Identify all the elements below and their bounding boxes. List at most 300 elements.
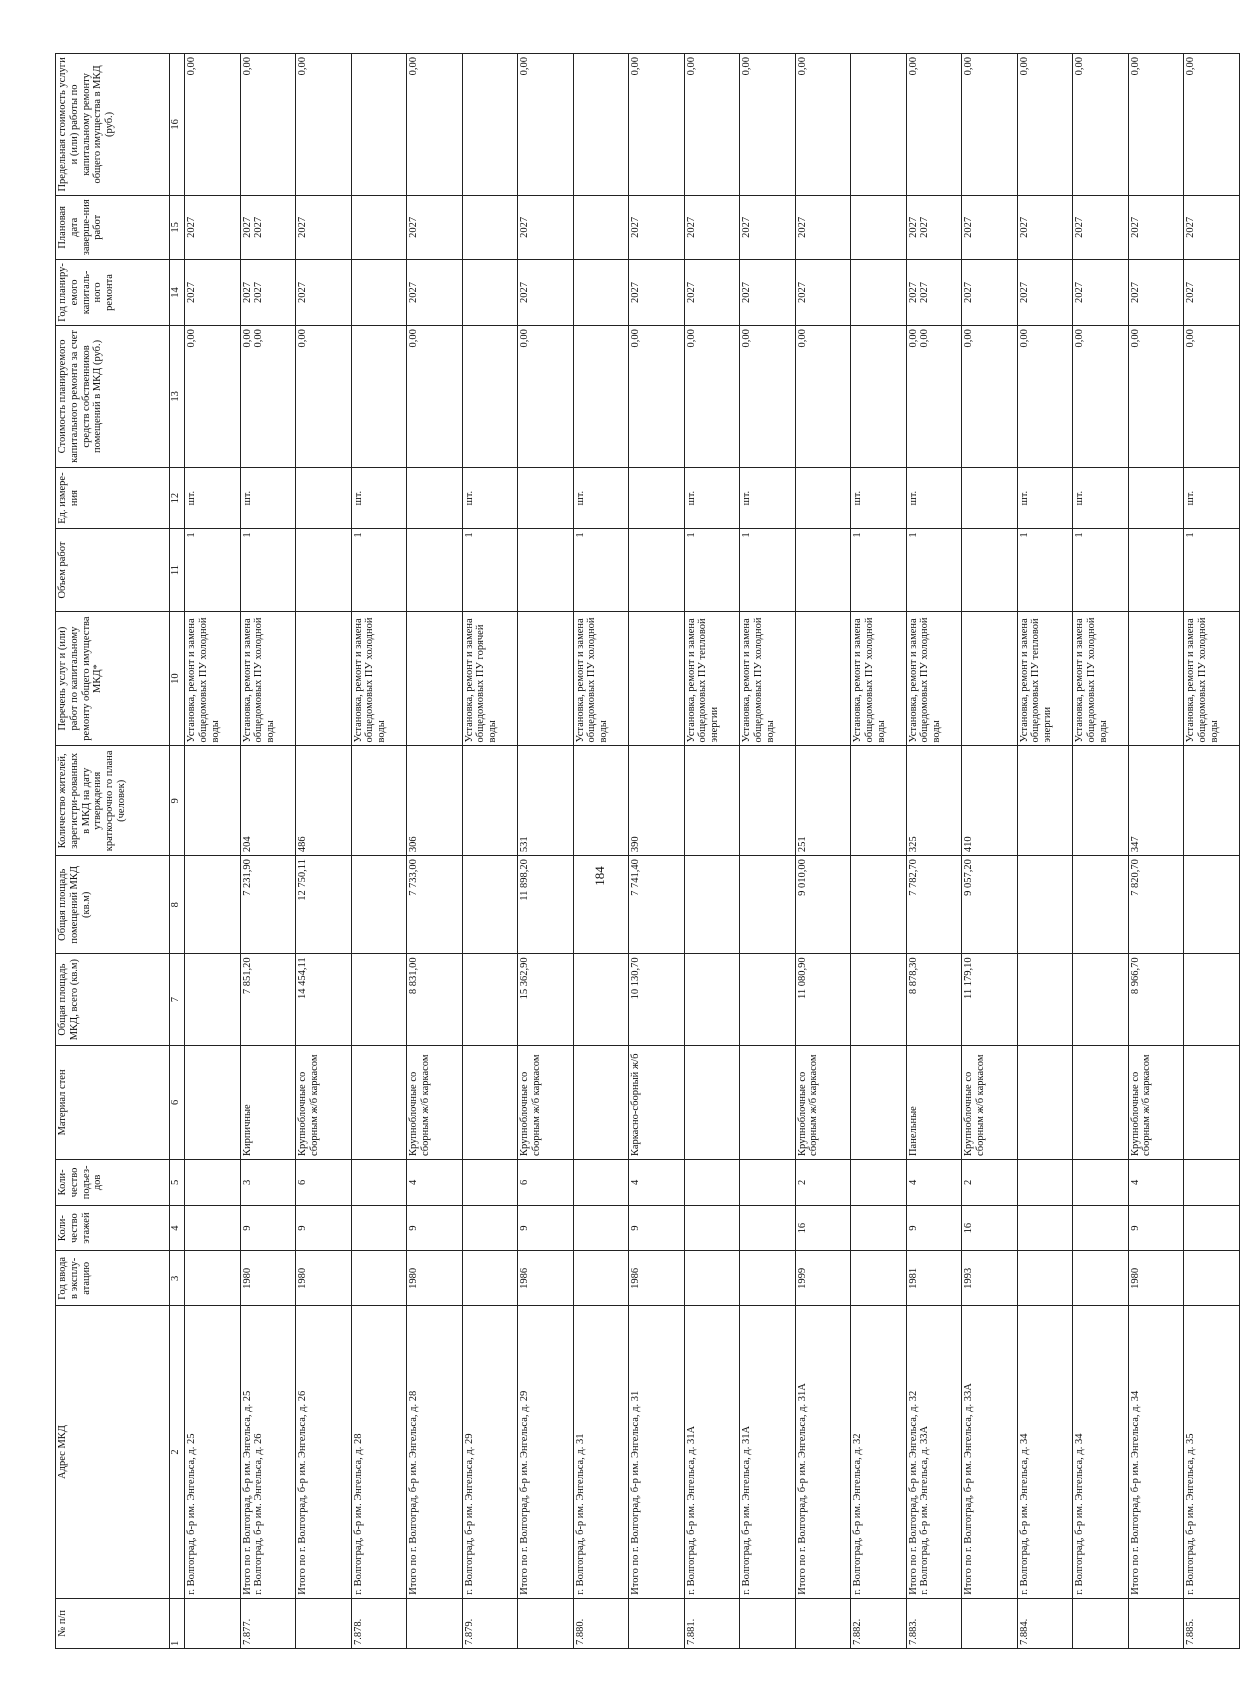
table-cell: 410 bbox=[962, 746, 1018, 856]
table-cell bbox=[351, 326, 407, 468]
cell-line: 0,00 bbox=[241, 329, 253, 348]
table-cell bbox=[1073, 1045, 1129, 1159]
table-cell: 0,00 bbox=[684, 326, 740, 468]
table-cell: шт. bbox=[573, 467, 629, 529]
table-cell: 0,00 bbox=[296, 326, 352, 468]
table-cell bbox=[851, 1045, 907, 1159]
table-cell: 12 750,11 bbox=[296, 856, 352, 954]
table-cell: 2027 bbox=[962, 195, 1018, 259]
table-cell: 0,00 bbox=[407, 326, 463, 468]
table-cell bbox=[407, 1598, 463, 1648]
table-cell: 7 733,00 bbox=[407, 856, 463, 954]
column-number: 15 bbox=[170, 195, 185, 259]
table-cell: 1 bbox=[573, 529, 629, 611]
table-row bbox=[407, 54, 463, 1649]
table-cell: г. Волгоград, б-р им. Энгельса, д. 31А bbox=[740, 1306, 796, 1598]
table-cell bbox=[740, 746, 796, 856]
table-cell: Итого по г. Волгоград, б-р им. Энгельса, д. 34 bbox=[1128, 1306, 1184, 1598]
table-row bbox=[1184, 54, 1240, 1649]
column-number: 3 bbox=[170, 1251, 185, 1306]
column-number: 12 bbox=[170, 467, 185, 529]
header-row bbox=[56, 54, 170, 1649]
table-cell: Установка, ремонт и замена общедомовых ПУ холодной воды bbox=[851, 611, 907, 746]
table-cell: 0,00 bbox=[1128, 54, 1184, 196]
table-cell bbox=[740, 954, 796, 1045]
cell-line: 2027 bbox=[907, 281, 919, 303]
table-cell: 1 bbox=[462, 529, 518, 611]
table-cell: 7.881. bbox=[684, 1598, 740, 1648]
cell-line: 2027 bbox=[907, 216, 919, 238]
table-row bbox=[851, 54, 907, 1649]
table-cell: 531 bbox=[518, 746, 574, 856]
table-cell: Крупноблочные со сборным ж/б каркасом bbox=[296, 1045, 352, 1159]
table-cell: 2027 bbox=[518, 259, 574, 325]
table-cell: Установка, ремонт и замена общедомовых ПУ холодной воды bbox=[240, 611, 296, 746]
table-cell bbox=[296, 611, 352, 746]
table-cell: 10 130,70 bbox=[629, 954, 685, 1045]
table-cell bbox=[851, 856, 907, 954]
table-cell: 251 bbox=[795, 746, 851, 856]
table-cell bbox=[185, 1160, 241, 1206]
table-cell: 11 179,10 bbox=[962, 954, 1018, 1045]
table-cell: шт. bbox=[1073, 467, 1129, 529]
table-cell: 306 bbox=[407, 746, 463, 856]
table-cell bbox=[185, 954, 241, 1045]
column-number: 11 bbox=[170, 529, 185, 611]
table-cell bbox=[462, 195, 518, 259]
table-cell bbox=[1017, 954, 1073, 1045]
table-cell: 7.883. bbox=[906, 1598, 962, 1648]
table-cell bbox=[573, 326, 629, 468]
table-cell: 7.880. bbox=[573, 1598, 629, 1648]
rotated-page bbox=[55, 53, 1220, 1649]
table-cell bbox=[518, 467, 574, 529]
table-cell bbox=[629, 1598, 685, 1648]
column-number: 9 bbox=[170, 746, 185, 856]
table-cell: 0,00 bbox=[1017, 326, 1073, 468]
table-cell: 1 bbox=[1017, 529, 1073, 611]
table-cell: 9 057,20 bbox=[962, 856, 1018, 954]
table-cell bbox=[185, 746, 241, 856]
table-cell: 9 bbox=[518, 1205, 574, 1251]
table-cell: Установка, ремонт и замена общедомовых ПУ холодной воды bbox=[573, 611, 629, 746]
table-cell bbox=[1073, 1205, 1129, 1251]
table-cell bbox=[1073, 856, 1129, 954]
table-cell: Установка, ремонт и замена общедомовых ПУ холодной воды bbox=[351, 611, 407, 746]
table-row bbox=[906, 54, 962, 1649]
table-cell bbox=[573, 195, 629, 259]
table-cell bbox=[851, 195, 907, 259]
header-cell: Плановая дата заверше-ния работ bbox=[56, 195, 170, 259]
table-cell bbox=[1128, 467, 1184, 529]
table-cell: Крупноблочные со сборным ж/б каркасом bbox=[407, 1045, 463, 1159]
table-cell: 7.885. bbox=[1184, 1598, 1240, 1648]
table-cell bbox=[462, 746, 518, 856]
header-cell: Коли-чество этажей bbox=[56, 1205, 170, 1251]
table-cell bbox=[351, 1045, 407, 1159]
table-cell: 4 bbox=[1128, 1160, 1184, 1206]
table-cell: 204 bbox=[240, 746, 296, 856]
column-number: 2 bbox=[170, 1306, 185, 1598]
table-cell: 1 bbox=[240, 529, 296, 611]
table-cell bbox=[407, 611, 463, 746]
table-cell: Итого по г. Волгоград, б-р им. Энгельса, д. 28 bbox=[407, 1306, 463, 1598]
table-cell bbox=[684, 746, 740, 856]
cell-line: 0,00 bbox=[907, 329, 919, 348]
table-cell bbox=[962, 529, 1018, 611]
table-cell: 9 bbox=[906, 1205, 962, 1251]
table-cell: шт. bbox=[462, 467, 518, 529]
table-cell bbox=[351, 1160, 407, 1206]
table-cell: 1980 bbox=[407, 1251, 463, 1306]
table-cell: 2027 bbox=[629, 195, 685, 259]
table-cell: г. Волгоград, б-р им. Энгельса, д. 31А bbox=[684, 1306, 740, 1598]
table-cell bbox=[740, 1045, 796, 1159]
table-cell: 2027 bbox=[740, 195, 796, 259]
table-cell bbox=[185, 856, 241, 954]
table-cell bbox=[462, 1205, 518, 1251]
table-cell bbox=[296, 529, 352, 611]
table-cell bbox=[185, 1598, 241, 1648]
table-cell bbox=[351, 856, 407, 954]
table-cell: 0,00 bbox=[906, 54, 962, 196]
table-cell: 2027 bbox=[185, 259, 241, 325]
table-cell: 7.884. bbox=[1017, 1598, 1073, 1648]
table-cell: Крупноблочные со сборным ж/б каркасом bbox=[795, 1045, 851, 1159]
table-cell bbox=[462, 1160, 518, 1206]
table-cell: Крупноблочные со сборным ж/б каркасом bbox=[518, 1045, 574, 1159]
table-cell bbox=[518, 611, 574, 746]
table-cell bbox=[462, 856, 518, 954]
table-cell: 2027 bbox=[795, 195, 851, 259]
column-number-row bbox=[170, 54, 185, 1649]
table-cell bbox=[795, 611, 851, 746]
table-cell: 486 bbox=[296, 746, 352, 856]
table-cell: 14 454,11 bbox=[296, 954, 352, 1045]
table-cell bbox=[684, 1251, 740, 1306]
column-number: 16 bbox=[170, 54, 185, 196]
table-cell: 9 010,00 bbox=[795, 856, 851, 954]
table-cell: 2027 bbox=[684, 259, 740, 325]
table-cell: Установка, ремонт и замена общедомовых ПУ горячей воды bbox=[462, 611, 518, 746]
table-cell bbox=[851, 1205, 907, 1251]
table-cell bbox=[296, 467, 352, 529]
table-cell: 325 bbox=[906, 746, 962, 856]
table-cell: 1981 bbox=[906, 1251, 962, 1306]
table-cell bbox=[740, 1598, 796, 1648]
table-cell bbox=[240, 326, 296, 468]
table-cell: 0,00 bbox=[795, 326, 851, 468]
table-cell: 4 bbox=[629, 1160, 685, 1206]
table-cell: 7 820,70 bbox=[1128, 856, 1184, 954]
table-row bbox=[351, 54, 407, 1649]
table-cell bbox=[851, 259, 907, 325]
header-cell: Перечень услуг и (или) работ по капитальному ремонту общего имущества МКД* bbox=[56, 611, 170, 746]
table-cell: 9 bbox=[1128, 1205, 1184, 1251]
table-cell: 2027 bbox=[518, 195, 574, 259]
table-cell: 6 bbox=[296, 1160, 352, 1206]
table-row bbox=[573, 54, 629, 1649]
table-cell bbox=[573, 1160, 629, 1206]
table-cell bbox=[1184, 746, 1240, 856]
table-cell bbox=[1184, 856, 1240, 954]
table-cell bbox=[684, 1160, 740, 1206]
column-number: 8 bbox=[170, 856, 185, 954]
table-cell: г. Волгоград, б-р им. Энгельса, д. 34 bbox=[1017, 1306, 1073, 1598]
table-cell bbox=[1128, 1598, 1184, 1648]
column-number: 13 bbox=[170, 326, 185, 468]
table-cell bbox=[240, 195, 296, 259]
table-cell: Установка, ремонт и замена общедомовых ПУ холодной воды bbox=[906, 611, 962, 746]
table-cell: Установка, ремонт и замена общедомовых ПУ холодной воды bbox=[740, 611, 796, 746]
cell-line: г. Волгоград, б-р им. Энгельса, д. 26 bbox=[253, 1433, 265, 1595]
table-cell: 0,00 bbox=[1128, 326, 1184, 468]
table-cell: 11 898,20 bbox=[518, 856, 574, 954]
table-cell: 0,00 bbox=[740, 326, 796, 468]
table-cell bbox=[185, 1205, 241, 1251]
table-cell: 2027 bbox=[407, 195, 463, 259]
table-cell: 1 bbox=[906, 529, 962, 611]
table-cell bbox=[1073, 746, 1129, 856]
table-cell: г. Волгоград, б-р им. Энгельса, д. 35 bbox=[1184, 1306, 1240, 1598]
table-cell: 1986 bbox=[518, 1251, 574, 1306]
table-cell: 7 231,90 bbox=[240, 856, 296, 954]
table-cell bbox=[962, 611, 1018, 746]
table-cell: Установка, ремонт и замена общедомовых ПУ холодной воды bbox=[1073, 611, 1129, 746]
table-cell: шт. bbox=[684, 467, 740, 529]
table-cell: 4 bbox=[906, 1160, 962, 1206]
table-cell bbox=[851, 746, 907, 856]
table-cell: Крупноблочные со сборным ж/б каркасом bbox=[962, 1045, 1018, 1159]
table-cell: 0,00 bbox=[629, 326, 685, 468]
table-row bbox=[185, 54, 241, 1649]
table-cell: г. Волгоград, б-р им. Энгельса, д. 34 bbox=[1073, 1306, 1129, 1598]
table-cell bbox=[462, 54, 518, 196]
table-cell bbox=[351, 746, 407, 856]
table-cell: 2027 bbox=[740, 259, 796, 325]
table-cell: Итого по г. Волгоград, б-р им. Энгельса, д. 33А bbox=[962, 1306, 1018, 1598]
repair-plan-table bbox=[55, 53, 1240, 1649]
table-cell: 0,00 bbox=[1184, 54, 1240, 196]
table-cell bbox=[407, 467, 463, 529]
table-cell bbox=[795, 467, 851, 529]
table-cell: Кирпичные bbox=[240, 1045, 296, 1159]
table-cell bbox=[1128, 529, 1184, 611]
page-number: 184 bbox=[592, 866, 607, 886]
header-cell: Материал стен bbox=[56, 1045, 170, 1159]
table-cell: Итого по г. Волгоград, б-р им. Энгельса, д. 31 bbox=[629, 1306, 685, 1598]
table-row bbox=[296, 54, 352, 1649]
cell-line: 2027 bbox=[253, 281, 265, 303]
table-row bbox=[1128, 54, 1184, 1649]
table-cell: 0,00 bbox=[407, 54, 463, 196]
cell-line: 0,00 bbox=[253, 329, 265, 348]
table-cell bbox=[1017, 1251, 1073, 1306]
table-cell bbox=[906, 259, 962, 325]
table-cell: 16 bbox=[795, 1205, 851, 1251]
table-cell bbox=[740, 1251, 796, 1306]
column-number: 7 bbox=[170, 954, 185, 1045]
table-cell: 4 bbox=[407, 1160, 463, 1206]
header-cell: Год ввода в эксплу-атацию bbox=[56, 1251, 170, 1306]
table-cell: 7 851,20 bbox=[240, 954, 296, 1045]
table-cell bbox=[851, 1251, 907, 1306]
table-cell: 1980 bbox=[240, 1251, 296, 1306]
table-cell bbox=[1073, 1160, 1129, 1206]
table-cell: 2027 bbox=[296, 195, 352, 259]
table-cell: 2027 bbox=[1128, 195, 1184, 259]
table-cell: 6 bbox=[518, 1160, 574, 1206]
cell-line: 2027 bbox=[919, 281, 931, 303]
table-row bbox=[962, 54, 1018, 1649]
table-cell bbox=[962, 1598, 1018, 1648]
table-cell bbox=[851, 326, 907, 468]
table-cell bbox=[851, 54, 907, 196]
table-cell bbox=[906, 1306, 962, 1598]
table-cell bbox=[462, 259, 518, 325]
table-cell: 7.882. bbox=[851, 1598, 907, 1648]
table-cell: г. Волгоград, б-р им. Энгельса, д. 28 bbox=[351, 1306, 407, 1598]
table-row bbox=[1017, 54, 1073, 1649]
table-cell: 3 bbox=[240, 1160, 296, 1206]
cell-line: Итого по г. Волгоград, б-р им. Энгельса, д. 32 bbox=[907, 1390, 919, 1595]
table-cell: 347 bbox=[1128, 746, 1184, 856]
table-cell: 9 bbox=[407, 1205, 463, 1251]
table-cell bbox=[906, 195, 962, 259]
table-cell: 1980 bbox=[1128, 1251, 1184, 1306]
table-cell: 0,00 bbox=[684, 54, 740, 196]
table-cell bbox=[573, 259, 629, 325]
table-cell: 1980 bbox=[296, 1251, 352, 1306]
table-cell bbox=[518, 529, 574, 611]
cell-line: 2027 bbox=[919, 216, 931, 238]
header-cell: Предельная стоимость услуги и (или) работы по капитальному ремонту общего имущества в МКД (руб.) bbox=[56, 54, 170, 196]
table-cell bbox=[573, 954, 629, 1045]
table-cell: 7.878. bbox=[351, 1598, 407, 1648]
table-cell bbox=[684, 1045, 740, 1159]
table-cell bbox=[462, 1045, 518, 1159]
column-number: 1 bbox=[170, 1598, 185, 1648]
table-cell: шт. bbox=[1017, 467, 1073, 529]
table-cell: 9 bbox=[296, 1205, 352, 1251]
column-number: 10 bbox=[170, 611, 185, 746]
table-cell: 11 080,90 bbox=[795, 954, 851, 1045]
table-cell: Крупноблочные со сборным ж/б каркасом bbox=[1128, 1045, 1184, 1159]
table-cell: 2027 bbox=[795, 259, 851, 325]
table-cell bbox=[1017, 1045, 1073, 1159]
table-cell: 2027 bbox=[962, 259, 1018, 325]
table-cell: 0,00 bbox=[518, 54, 574, 196]
table-cell: 8 878,30 bbox=[906, 954, 962, 1045]
table-cell: 9 bbox=[240, 1205, 296, 1251]
table-cell: 2027 bbox=[1017, 195, 1073, 259]
table-row bbox=[240, 54, 296, 1649]
table-cell bbox=[573, 856, 629, 954]
header-cell: Ед. измере-ния bbox=[56, 467, 170, 529]
table-cell: 0,00 bbox=[1073, 54, 1129, 196]
header-cell: Общая площадь МКД, всего (кв.м) bbox=[56, 954, 170, 1045]
table-cell: Установка, ремонт и замена общедомовых ПУ холодной воды bbox=[1184, 611, 1240, 746]
table-cell: Каркасно-сборный ж/б bbox=[629, 1045, 685, 1159]
table-cell bbox=[740, 1205, 796, 1251]
table-row bbox=[629, 54, 685, 1649]
table-cell: 2027 bbox=[296, 259, 352, 325]
cell-line: Итого по г. Волгоград, б-р им. Энгельса, д. 25 bbox=[241, 1390, 253, 1595]
table-cell: 15 362,90 bbox=[518, 954, 574, 1045]
table-cell: Панельные bbox=[906, 1045, 962, 1159]
table-cell bbox=[851, 954, 907, 1045]
table-cell bbox=[462, 326, 518, 468]
table-cell bbox=[351, 954, 407, 1045]
table-cell bbox=[684, 1205, 740, 1251]
table-cell bbox=[573, 1045, 629, 1159]
table-cell: 7 782,70 bbox=[906, 856, 962, 954]
table-cell bbox=[462, 954, 518, 1045]
table-cell: 2 bbox=[962, 1160, 1018, 1206]
table-cell bbox=[906, 326, 962, 468]
table-cell bbox=[795, 1598, 851, 1648]
table-cell: Итого по г. Волгоград, б-р им. Энгельса, д. 26 bbox=[296, 1306, 352, 1598]
table-cell: 2027 bbox=[1073, 195, 1129, 259]
table-cell: шт. bbox=[1184, 467, 1240, 529]
table-cell bbox=[1128, 611, 1184, 746]
table-cell: шт. bbox=[351, 467, 407, 529]
table-cell bbox=[1017, 746, 1073, 856]
cell-line: г. Волгоград, б-р им. Энгельса, д. 33А bbox=[919, 1425, 931, 1595]
table-cell: Итого по г. Волгоград, б-р им. Энгельса, д. 29 bbox=[518, 1306, 574, 1598]
header-cell: Общая площадь помещений МКД (кв.м) bbox=[56, 856, 170, 954]
table-cell bbox=[962, 467, 1018, 529]
table-cell: 0,00 bbox=[962, 54, 1018, 196]
table-cell bbox=[1184, 1205, 1240, 1251]
table-row bbox=[518, 54, 574, 1649]
table-cell: 1 bbox=[684, 529, 740, 611]
table-cell bbox=[351, 259, 407, 325]
table-cell bbox=[240, 1306, 296, 1598]
table-cell: 1 bbox=[185, 529, 241, 611]
table-cell: 2027 bbox=[684, 195, 740, 259]
header-cell: № п/п bbox=[56, 1598, 170, 1648]
table-cell bbox=[296, 1598, 352, 1648]
table-cell: 16 bbox=[962, 1205, 1018, 1251]
header-cell: Объем работ bbox=[56, 529, 170, 611]
table-cell: шт. bbox=[740, 467, 796, 529]
cell-line: 0,00 bbox=[919, 329, 931, 348]
table-cell: 2027 bbox=[185, 195, 241, 259]
table-cell: 390 bbox=[629, 746, 685, 856]
table-row bbox=[795, 54, 851, 1649]
table-cell: 2027 bbox=[1073, 259, 1129, 325]
table-cell: Установка, ремонт и замена общедомовых ПУ холодной воды bbox=[185, 611, 241, 746]
table-cell: шт. bbox=[851, 467, 907, 529]
header-cell: Количество жителей, зарегистри-рованных в МКД на дату утверждения краткосрочно го плана (человек) bbox=[56, 746, 170, 856]
table-cell bbox=[1184, 1251, 1240, 1306]
column-number: 6 bbox=[170, 1045, 185, 1159]
table-cell bbox=[573, 1251, 629, 1306]
table-cell bbox=[1073, 1251, 1129, 1306]
table-cell bbox=[1073, 954, 1129, 1045]
table-cell: 2027 bbox=[407, 259, 463, 325]
table-cell bbox=[351, 1251, 407, 1306]
table-cell bbox=[795, 529, 851, 611]
table-cell: шт. bbox=[240, 467, 296, 529]
table-cell: 2027 bbox=[629, 259, 685, 325]
table-cell bbox=[573, 54, 629, 196]
table-cell bbox=[1017, 1160, 1073, 1206]
table-cell: 0,00 bbox=[240, 54, 296, 196]
table-cell: 1999 bbox=[795, 1251, 851, 1306]
table-cell: 0,00 bbox=[962, 326, 1018, 468]
